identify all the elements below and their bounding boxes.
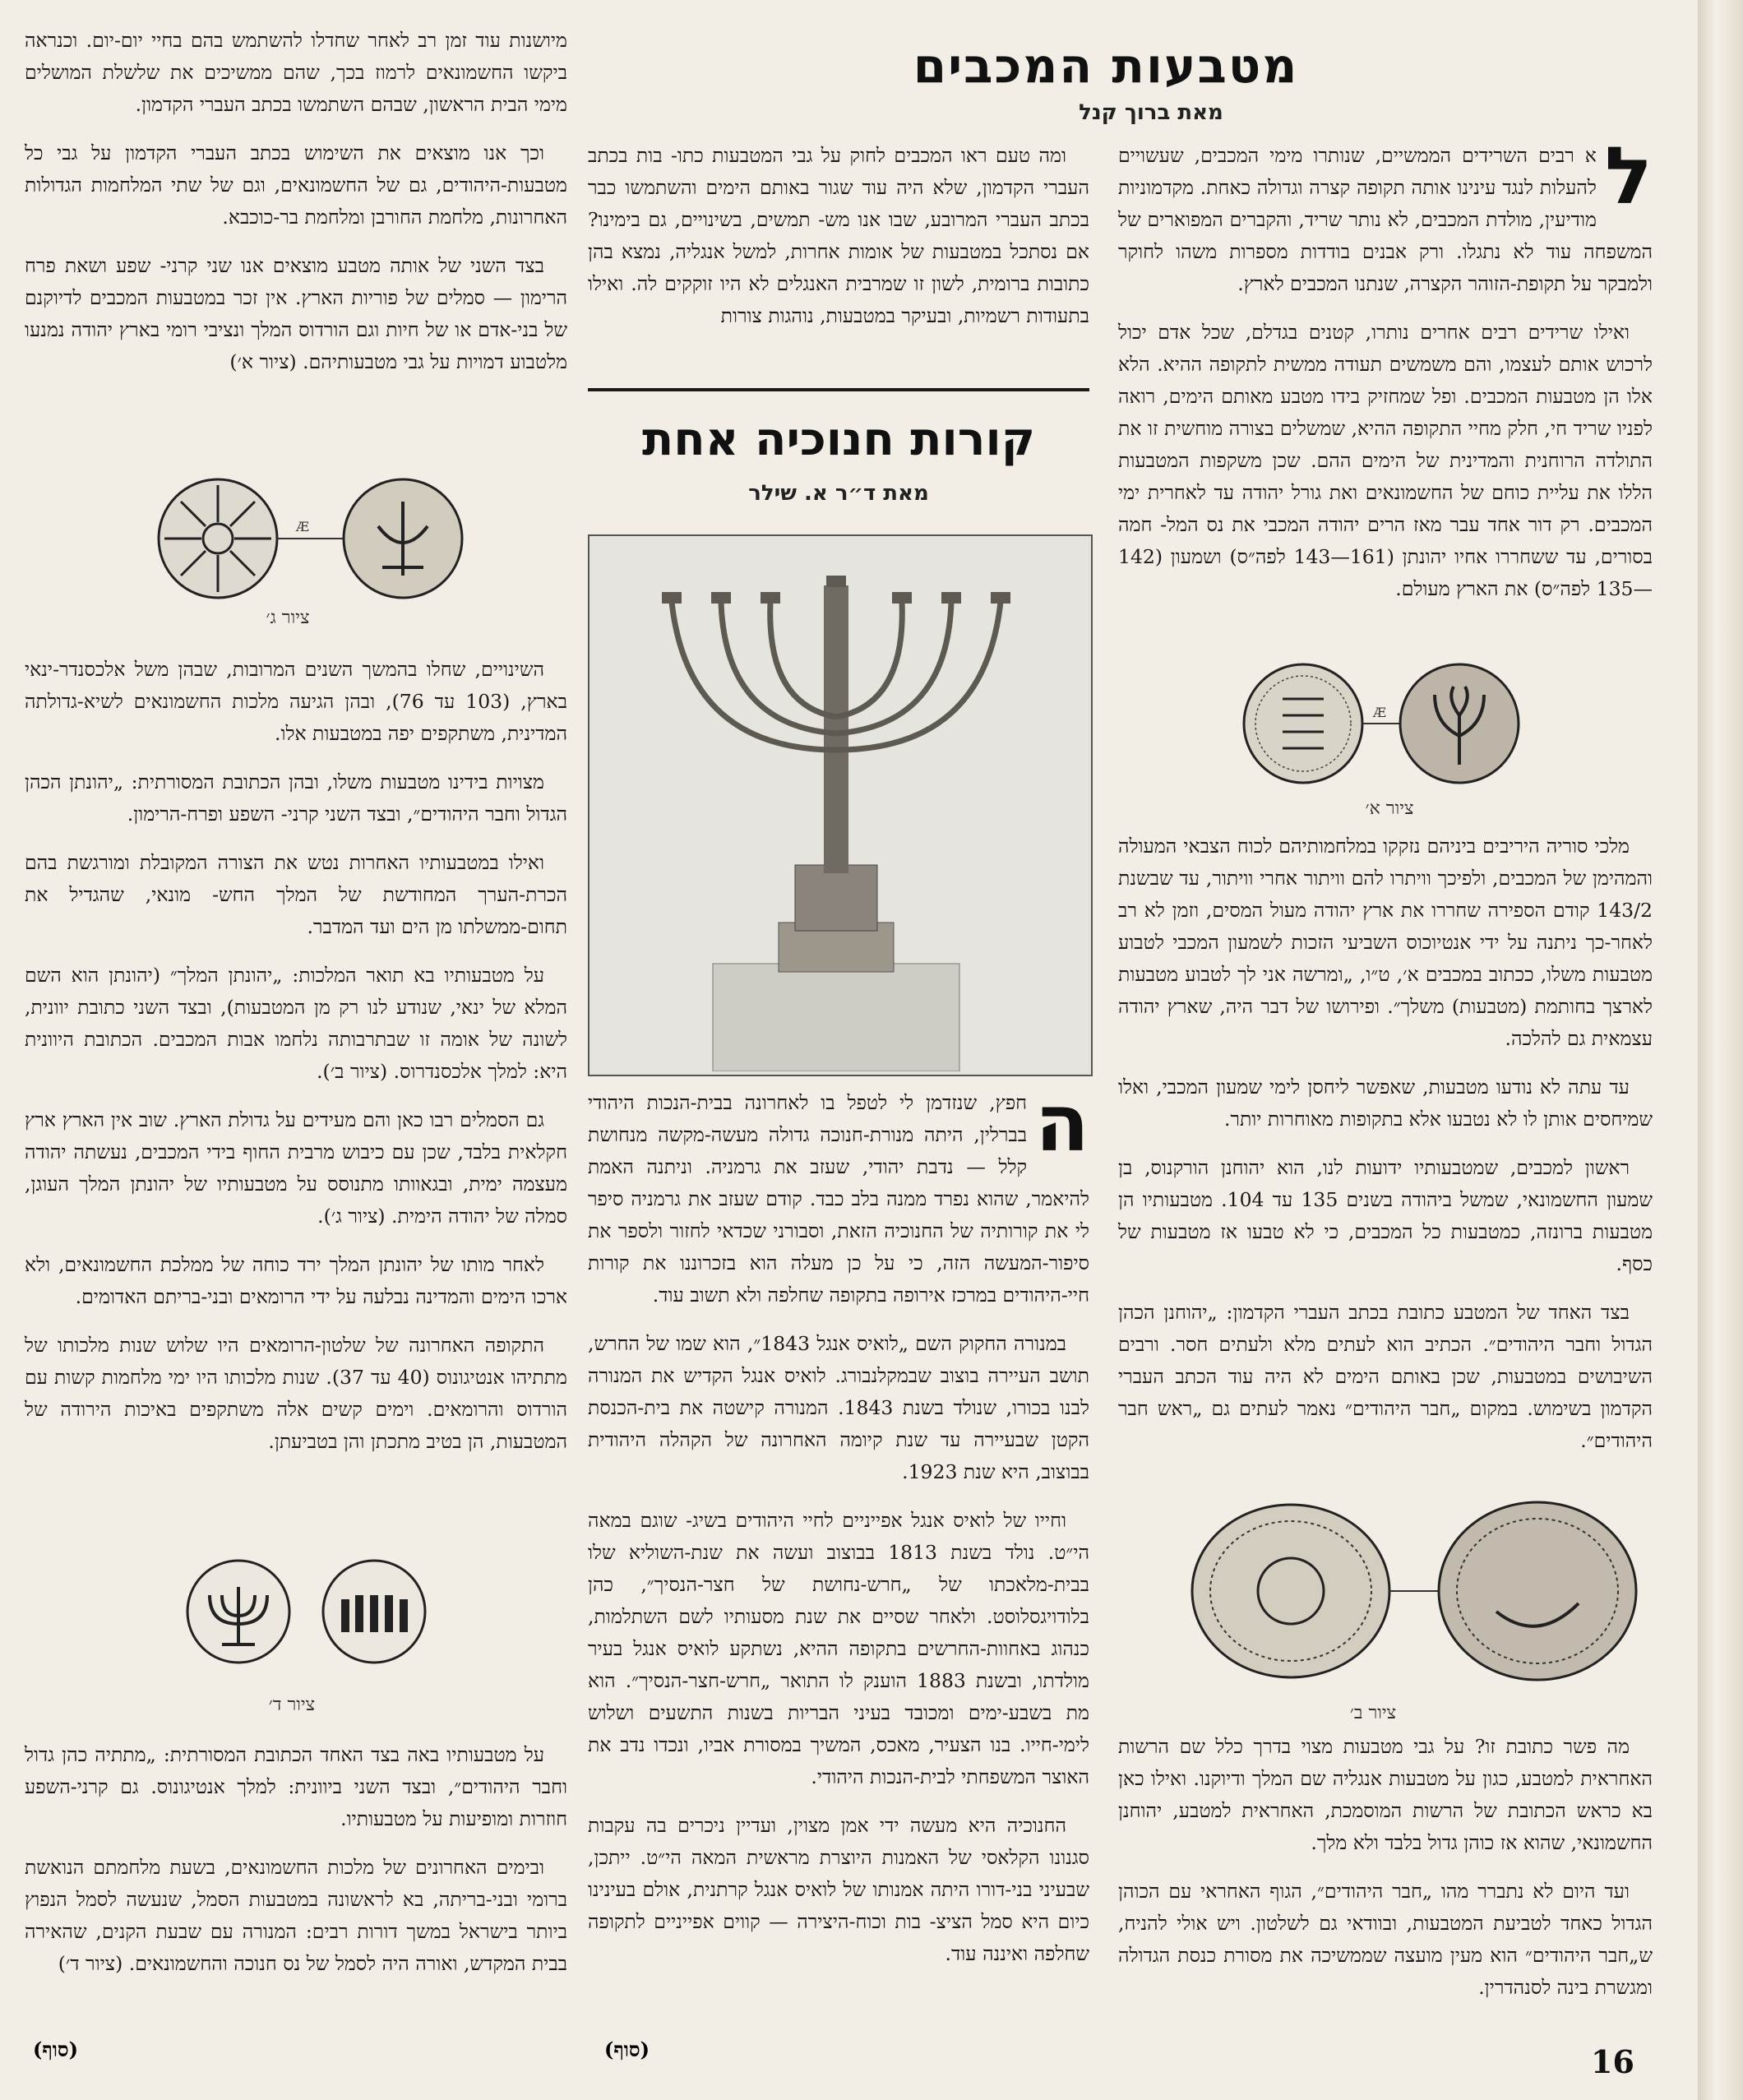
paragraph: א רבים השרידים הממשיים, שנותרו מימי המכבים, שעשויים להעלות לנגד עינינו אותה תקופה קצרה וגדולה כאחת. מקדמוניות מודיעין, מולדת המכבים, לא נותר שריד, והקברים המפוארים של המשפחה עוד לא נתגלו. ורק אבנים בודדות מספרות משהו לחוקר ולמבקר על תקופת-הזוהר הקצרה, שנתנו המכבים לארץ. xyxy=(1118,144,1653,295)
dropcap: ל xyxy=(1604,130,1653,222)
menorah-photo xyxy=(588,534,1093,1076)
coin-illustration-b xyxy=(1184,1496,1644,1686)
page-number: 16 xyxy=(1591,2043,1634,2080)
paragraph: ראשון למכבים, שמטבעותיו ידועות לנו, הוא יהוחנן הורקנוס, בן שמעון החשמונאי, שמשל ביהודה בשנים 135 עד 104. מטבעותיו הן מטבעות ברונזה, כמטבעות כל המכבים, כי לא טבעו אז מטבעות של כסף. xyxy=(1118,1156,1653,1275)
paragraph: לאחר מותו של יהונתן המלך ירד כוחה של ממלכת החשמונאים, ולא ארכו הימים והמדינה נבלעה על ידי הרומאים ובני-בריתם האדומים. xyxy=(25,1253,567,1308)
paragraph: ואילו שרידים רבים אחרים נותרו, קטנים בגדלם, שכל אדם יכול לרכוש אותם לעצמו, והם משמשים תעודה ממשית לתקופה ההיא. הלא אלו הן מטבעות המכבים. ופל שמחזיק בידו מטבע מאותם הימים, רואה לפניו שריד חי, חלק מחיי התקופה ההיא, שמשלים בצורה מוחשית זו את התולדה הרוחנית והמדינית של הימים ההם. שכן משקפות המטבעות הללו את עליית כוחם של החשמונאים ואת גורל יהודה עד לאחרית ימי המכבים. רק דור אחד עבר מאז הרים יהודה המכבי את נס המל- חמה בסורים, עד ששחררו אחיו יהונתן (161—143 לפה״ס) ושמעון (142—135 לפה״ס) את הארץ מעולם. xyxy=(1118,321,1653,600)
paragraph: התקופה האחרונה של שלטון-הרומאים היו שלוש שנות מלכותו של מתתיהו אנטיגונוס (40 עד 37). שנות מלכותו היו ימי מלחמות קשות עם הורדוס והרומאים. וימים קשים אלה משתקפים באיכות הירודה של המטבעות, הן בטיב מתכתן והן בטביעתן. xyxy=(25,1334,567,1453)
paragraph: החנוכיה היא מעשה ידי אמן מצוין, ועדיין ניכרים בה עקבות סגנונו הקלאסי של האמנות היוצרת מראשית המאה הי״ט. ייתכן, שבעיני בני-דורו היתה אמנותו של לואיס אנגל קרתנית, אולם בעינינו כיום היא סמל הציצ- בות וכוח-היצירה — קווים אפייניים לתקופה שחלפה ואיננה עוד. xyxy=(588,1814,1089,1965)
figure-caption-a: ציור א׳ xyxy=(1365,798,1414,819)
paragraph: ובימים האחרונים של מלכות החשמונאים, בשעת מלחמתם הנואשת ברומי ובני-בריתה, בא לראשונה במטבעות הסמל, שנעשה לסמל הנפוץ ביותר בישראל במשך דורות רבים: המנורה עם שבעת הקנים, שהאירה בבית המקדש, ואורה היה לסמל של נס חנוכה והחשמונאים. (ציור ד׳) xyxy=(25,1856,567,1975)
paragraph: גם הסמלים רבו כאן והם מעידים על גדולת הארץ. שוב אין הארץ ארץ חקלאית בלבד, שכן עם כיבוש מרבית החוף בידי המכבים, נעשתה יהודה מעצמה ימית, ובגאוותו מתנוסס על מטבעותיו של יהונתן המלך העוגן, סמלה של יהודה הימית. (ציור ג׳). xyxy=(25,1108,567,1228)
article1-right-column xyxy=(1118,130,1653,622)
article1-middle-continuation xyxy=(588,140,1089,349)
paragraph: על מטבעותיו באה בצד האחד הכתובת המסורתית: „מתתיה כהן גדול וחבר היהודים״, ובצד השני ביוונית: למלך אנטיגונוס. גם קרני-השפע חוזרות ומופיעות על מטבעותיו. xyxy=(25,1743,567,1830)
paragraph: מיושנות עוד זמן רב לאחר שחדלו להשתמש בהם בחיי יום-יום. וכנראה ביקשו החשמונאים לרמוז בכך, שהם ממשיכים את שלשלת המושלים מימי הבית הראשון, שבהם השתמשו בכתב העברי הקדמון. xyxy=(25,29,567,116)
paragraph: על מטבעותיו בא תואר המלכות: „יהונתן המלך״ (יהונתן הוא השם המלא של ינאי, שנודע לנו רק מן המטבעות), ובצד השני כתובת יוונית, לשונה של אומה זו שבתרבותה נלחמו אבות המכבים. הכתובת היוונית היא: למלך אלכסנדרוס. (ציור ב׳). xyxy=(25,964,567,1083)
coin-illustration-d xyxy=(173,1550,444,1673)
coin-illustration-c xyxy=(148,469,477,608)
dropcap: ה xyxy=(1035,1077,1089,1169)
paragraph: מלכי סוריה היריבים ביניהם נזקקו במלחמותיהם לכוח הצבאי המעולה והמהימן של המכבים, ולפיכך וויתרו להם וויתור אחרי וויתור, עד שבשנת 143/2 קודם הספירה שחררו את ארץ יהודה מעול המסים, וזמן לא רב לאחר-כך ניתנה על ידי אנטיוכוס השביעי הזכות לשמעון המכבי לטבוע מטבעות משלו, ככתוב במכבים א׳, ט״ו, „ומרשה אני לך לטבוע מטבעות לארצך בחותמת (מטבעות) משלך״. ופירושו של דבר היה, שארץ יהודה עצמאית גם להלכה. xyxy=(1118,835,1653,1050)
paragraph: בצד האחד של המטבע כתובת בכתב העברי הקדמון: „יהוחנן הכהן הגדול וחבר היהודים״. הכתיב הוא לעתים מלא ולעתים חסר. ורבים השיבושים במטבעות, שכן באותם הימים לא היה עוד הכתב העברי הקדמון בשימוש. במקום „חבר היהודים״ נאמר לעתים גם „ראש חבר היהודים״. xyxy=(1118,1301,1653,1452)
article1-left-column-3 xyxy=(25,1739,567,1996)
paragraph: ועד היום לא נתברר מהו „חבר היהודים״, הגוף האחראי עם הכוהן הגדול כאחד לטביעת המטבעות, ובוודאי גם לשלטון. ויש אולי להניח, ש„חבר היהודים״ הוא מעין מועצה שממשיכה את מסורת כנסת הגדולה ומגשרת בינה לסנהדרין. xyxy=(1118,1880,1653,1999)
paragraph: מצויות בידינו מטבעות משלו, ובהן הכתובת המסורתית: „יהונתן הכהן הגדול וחבר היהודים״, ובצד השני קרני- השפע ופרח-הרימון. xyxy=(25,770,567,826)
article-divider xyxy=(588,388,1089,391)
figure-caption-d: ציור ד׳ xyxy=(268,1695,316,1715)
article1-left-column xyxy=(25,25,567,395)
paragraph: וחייו של לואיס אנגל אפייניים לחיי היהודים בשיג- שוגם במאה הי״ט. נולד בשנת 1813 בבוצוב ועשה את שנת-השוליא שלו בבית-מלאכתו של „חרש-נחושת של חצר-הנסיך״, כהן בלודויגסלוסט. ולאחר שסיים את שנת מסעותיו לשם השתלמות, כנהוג באחוות-החרשים בתקופה ההיא, נשתקע לואיס אנגל בעיר מולדתו, ובשנת 1883 הוענק לו התואר „חרש-חצר-הנסיך״. הוא מת בשבע-ימים ומכובד בעיני הבריות בשנות התשעים ושלוש לימי-חייו. בנו הצעיר, מאכס, המשיך במסורת אביו, ונכדו נדב את האוצר המשפחתי לבית-הנכות היהודי. xyxy=(588,1509,1089,1788)
article1-end-mark: (סוף) xyxy=(33,2038,78,2061)
article-byline: מאת ברוך קנל xyxy=(1079,100,1223,125)
paragraph: ומה טעם ראו המכבים לחוק על גבי המטבעות כתו- בות בכתב העברי הקדמון, שלא היה עוד שגור באותם הימים והשתמשו כבר בכתב העברי המרובע, שבו אנו מש- תמשים, בשינויים, גם בימינו? אם נסתכל במטבעות של אומות אחרות, למשל אנגליה, נמצא בהן כתובות ברומית, לשון זו שמרבית האנגלים לא היו זוקקים לה. ואילו בתעודות רשמיות, ובעיקר במטבעות, נוהגות צורות xyxy=(588,144,1089,327)
article1-right-column-3 xyxy=(1118,1731,1653,2020)
figure-caption-c: ציור ג׳ xyxy=(266,608,310,628)
figure-caption-b: ציור ב׳ xyxy=(1349,1703,1397,1723)
adjacent-page-edge xyxy=(1698,0,1743,2100)
paragraph: עד עתה לא נודעו מטבעות, שאפשר ליחסן לימי שמעון המכבי, ואלו שמיחסים אותן לו לא נטבעו אלא בתקופות מאוחרות יותר. xyxy=(1118,1075,1653,1131)
paragraph: במנורה החקוק השם „לואיס אנגל 1843״, הוא שמו של החרש, תושב העיירה בוצוב שבמקלנבורג. לואיס אנגל הקדיש את המנורה לבנו בכורו, שנולד בשנת 1843. המנורה קישטה את בית-הכנסת הקטן שבעיירה עד שנת קיומה האחרונה של הקהלה היהודית בבוצוב, היא שנת 1923. xyxy=(588,1332,1089,1483)
paragraph: השינויים, שחלו בהמשך השנים המרובות, שבהן משל אלכסנדר-ינאי בארץ, (103 עד 76), ובהן הגיעה מלכות החשמונאים לשיא-גדולתה המדינית, משתקפים יפה במטבעות אלו. xyxy=(25,658,567,745)
article2-byline: מאת ד״ר א. שילר xyxy=(748,481,929,506)
article2-title: קורות חנוכיה אחת xyxy=(642,413,1035,466)
svg-text:Æ: Æ xyxy=(296,519,310,534)
coin-illustration-a xyxy=(1233,658,1529,789)
paragraph: מה פשר כתובת זו? על גבי מטבעות מצוי בדרך כלל שם הרשות האחראית למטבע, כגון על מטבעות אנגליה שם המלך ודיוקנו. ואילו כאן בא כראש הכתובת של הרשות המוסמכת, האחראית למטבע, יהוחנן החשמונאי, שהוא אז כוהן גדול בלבד ולא מלך. xyxy=(1118,1735,1653,1854)
article-title: מטבעות המכבים xyxy=(913,38,1299,94)
article1-left-column-2 xyxy=(25,654,567,1474)
paragraph: בצד השני של אותה מטבע מוצאים אנו שני קרני- שפע ושאת פרח הרימון — סמלים של פוריות הארץ. אין זכר במטבעות המכבים לדיוקנם של בני-אדם או של חיות וגם הורדוס המלך ונציבי רומי בארץ יהודה נמנעו מלטבוע דמויות על גבי מטבעותיהם. (ציור א׳) xyxy=(25,254,567,373)
paragraph: חפץ, שנזדמן לי לטפל בו לאחרונה בבית-הנכות היהודי בברלין, היתה מנורת-חנוכה גדולה מעשה-מקשה מנחושת קלל — נדבת יהודי, שעזב את גרמניה. וניתנה האמת להיאמר, שהוא נפרד ממנה בלב כבד. קודם שעזב את גרמניה סיפר לי את קורותיה של החנוכיה הזאת, וסבורני שכדאי לחזור ולספר את סיפור-המעשה הזה, כי על כן מעלה הוא בזכרוננו את קורות חיי-היהודים במרכז אירופה בתקופה שחלפה ולא תשוב עוד. xyxy=(588,1091,1089,1307)
paragraph: וכך אנו מוצאים את השימוש בכתב העברי הקדמון על גבי כל מטבעות-היהודים, גם של החשמונאים, וגם של שתי המלחמות הגדולות האחרונות, מלחמת החורבן ומלחמת בר-כוכבא. xyxy=(25,141,567,229)
article2-body xyxy=(588,1077,1089,1987)
svg-text:Æ: Æ xyxy=(1373,705,1387,720)
article1-right-column-2 xyxy=(1118,830,1653,1473)
article2-end-mark: (סוף) xyxy=(604,2038,650,2061)
paragraph: ואילו במטבעותיו האחרות נטש את הצורה המקובלת ומורגשת בהם הכרת-הערך המחודשת של המלך החש- מונאי, שהגדיל את תחום-ממשלתו מן הים ועד המדבר. xyxy=(25,851,567,938)
